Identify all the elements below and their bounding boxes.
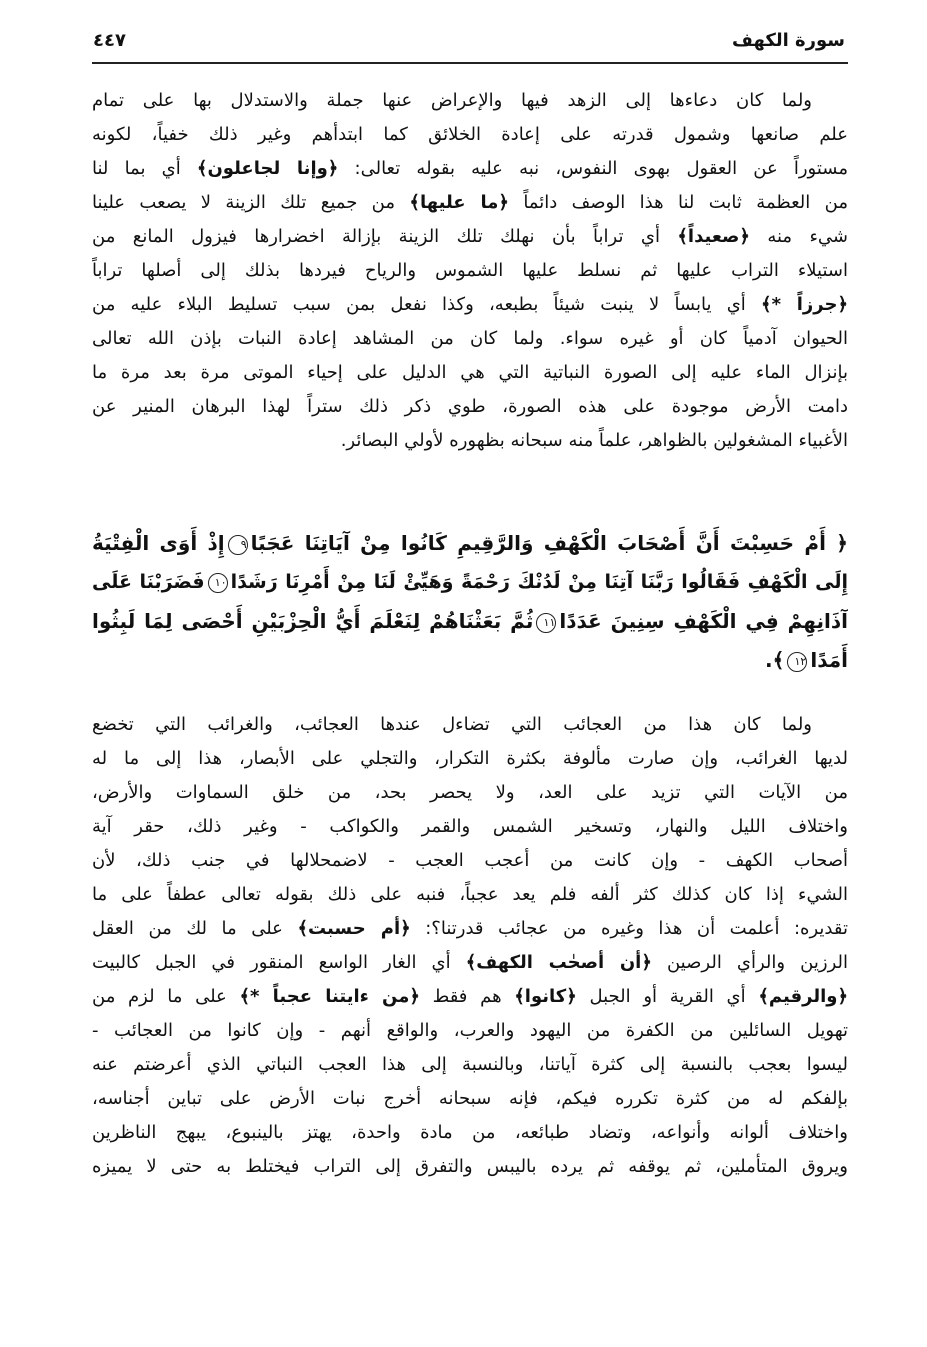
- text-segment: استيلاء التراب عليها ثم نسلط عليها الشموس والرياح فيردها بذلك إلى أصلها تراباً: [92, 260, 848, 281]
- text-line: [92, 220, 848, 254]
- quoted-verse-fragment: ﴿جرزاً *﴾: [761, 294, 848, 315]
- text-segment: هم فقط: [419, 986, 515, 1007]
- text-segment: إِذْ أَوَى الْفِتْيَةُ: [92, 531, 225, 555]
- ayah-number-marker: ١٢: [787, 652, 807, 672]
- text-segment: ليسوا بعجب بالنسبة إلى كثرة آياتنا، وبالنسبة إلى هذا العجب النباتي الذي أعرضتم عنه: [92, 1054, 848, 1075]
- quoted-verse-fragment: ﴿ما عليها﴾: [409, 192, 509, 213]
- quoted-verse-fragment: ﴿أن أصحٰب الكهف﴾: [465, 952, 652, 973]
- ayah-number-marker: ١١: [536, 613, 556, 633]
- text-line: [92, 254, 848, 288]
- text-segment: أصحاب الكهف - وإن كانت من أعجب العجب - لاضمحلالها في جنب ذلك، لأن: [92, 850, 848, 871]
- text-segment: ولما كان دعاءها إلى الزهد فيها والإعراض عنها جملة والاستدلال بها على تمام: [92, 90, 812, 111]
- text-segment: ولما كان هذا من العجائب التي تضاءل عندها العجائب، والغرائب التي تخضع: [92, 714, 812, 735]
- paragraph-commentary-1: [92, 84, 848, 458]
- text-segment: علم صانعها وشمول قدرته على إعادة الخلائق كما ابتدأهم وغير ذلك خفياً، لكونه: [92, 124, 848, 145]
- text-segment: فَضَرَبْنَا عَلَى: [92, 571, 205, 593]
- text-segment: واختلاف الليل والنهار، وتسخير الشمس والقمر والكواكب - وغير ذلك، حقر آية: [92, 816, 848, 837]
- text-line: [92, 118, 848, 152]
- text-line: [92, 356, 848, 390]
- text-line: [92, 390, 848, 424]
- header-rule: [92, 62, 848, 64]
- text-segment: أَمَدًا: [810, 648, 848, 672]
- text-segment: من جميع تلك الزينة لا يصعب علينا: [92, 192, 410, 213]
- verse-line: [92, 641, 848, 680]
- text-segment: شيء منه: [749, 226, 848, 247]
- text-segment: ﴿ أَمْ حَسِبْتَ أَنَّ أَصْحَابَ الْكَهْفِ وَالرَّقِيمِ كَانُوا مِنْ آيَاتِنَا عَجَبًا: [250, 531, 848, 555]
- text-segment: دامت الأرض موجودة على هذه الصورة، طوي ذكر ذلك ستراً لهذا البرهان المنير عن: [92, 396, 848, 417]
- text-segment: ويروق المتأملين، ثم يوقفه ثم يرده باليبس والتفرق إلى التراب فيختلط به حتى لا يميزه: [92, 1156, 848, 1177]
- text-segment: أي الغار الواسع المنقور في الجبل كالبيت: [92, 952, 466, 973]
- text-line: [92, 322, 848, 356]
- text-segment: الرزين والرأي الرصين: [651, 952, 848, 973]
- text-segment: أي القرية أو الجبل: [576, 986, 759, 1007]
- page-number: ٤٤٧: [93, 30, 126, 51]
- text-segment: من الآيات التي تزيد على العد، ولا يحصر بحد، من خلق السماوات والأرض،: [92, 782, 848, 803]
- text-segment: الأغبياء المشغولين بالظواهر، علماً منه سبحانه بظهوره لأولي البصائر.: [340, 430, 848, 451]
- text-line: [92, 424, 848, 458]
- text-line: [92, 810, 848, 844]
- quoted-verse-fragment: ﴿كانوا﴾: [514, 986, 577, 1007]
- text-line: [92, 742, 848, 776]
- text-segment: الحيوان آدمياً كان أو غيره سواء. ولما كان من المشاهد إعادة النبات بإذن الله تعالى: [92, 328, 848, 349]
- text-segment: على ما لك من العقل: [92, 918, 298, 939]
- text-segment: من العظمة ثابت لنا هذا الوصف دائماً: [508, 192, 848, 213]
- text-segment: آذَانِهِمْ فِي الْكَهْفِ سِنِينَ عَدَدًا: [559, 609, 848, 633]
- ayah-number-marker: ٩: [228, 535, 248, 555]
- text-line: [92, 946, 848, 980]
- text-segment: أي بما لنا: [92, 158, 197, 179]
- text-line: [92, 980, 848, 1014]
- text-line: [92, 1048, 848, 1082]
- text-segment: أي تراباً بأن نهلك تلك الزينة بإزالة اخضرارها فيزول المانع من: [92, 226, 678, 247]
- running-header-surah-title: سورة الكهف: [732, 30, 845, 51]
- quoted-verse-fragment: ﴿من ءايتنا عجباً *﴾: [239, 986, 420, 1007]
- text-segment: ﴾.: [765, 648, 785, 672]
- text-line: [92, 1082, 848, 1116]
- text-line: [92, 708, 848, 742]
- text-line: [92, 776, 848, 810]
- quoted-verse-fragment: ﴿أم حسبت﴾: [297, 918, 411, 939]
- verse-line: [92, 524, 848, 563]
- text-segment: تقديره: أعلمت أن هذا وغيره من عجائب قدرتنا؟:: [410, 918, 848, 939]
- text-line: [92, 844, 848, 878]
- quran-verses-block: [92, 524, 848, 680]
- verse-line: [92, 602, 848, 641]
- text-segment: أي يابساً لا ينبت شيئاً بطبعه، وكذا نفعل بمن سبب تسليط البلاء عليه من: [92, 294, 762, 315]
- text-line: [92, 84, 848, 118]
- paragraph-commentary-2: [92, 708, 848, 1184]
- text-segment: بإنزال الماء عليه إلى الصورة النباتية التي هي الدليل على إحياء الموتى مرة بعد مرة ما: [92, 362, 848, 383]
- text-line: [92, 1116, 848, 1150]
- quoted-verse-fragment: ﴿وإنا لجاعلون﴾: [196, 158, 339, 179]
- text-segment: ثُمَّ بَعَثْنَاهُمْ لِنَعْلَمَ أَيُّ الْحِزْبَيْنِ أَحْصَى لِمَا لَبِثُوا: [92, 609, 534, 633]
- verse-line: [92, 563, 848, 602]
- quoted-verse-fragment: ﴿والرقيم﴾: [758, 986, 848, 1007]
- text-segment: مستوراً عن العقول بهوى النفوس، نبه عليه بقوله تعالى:: [338, 158, 848, 179]
- text-segment: الشيء إذا كان كذلك كثر ألفه فلم يعد عجباً، فنبه على ذلك بقوله تعالى عطفاً على ما: [92, 884, 848, 905]
- text-line: [92, 288, 848, 322]
- text-line: [92, 186, 848, 220]
- quoted-verse-fragment: ﴿صعيداً﴾: [677, 226, 750, 247]
- text-line: [92, 1014, 848, 1048]
- text-line: [92, 1150, 848, 1184]
- text-segment: على ما لزم من: [92, 986, 240, 1007]
- text-line: [92, 878, 848, 912]
- text-segment: تهويل السائلين من الكفرة من اليهود والعرب، والواقع أنهم - وإن كانوا من العجائب -: [92, 1020, 848, 1041]
- text-segment: إِلَى الْكَهْفِ فَقَالُوا رَبَّنَا آتِنَا مِنْ لَدُنْكَ رَحْمَةً وَهَيِّئْ لَنَا مِنْ أَمْرِنَا رَشَدًا: [230, 571, 848, 593]
- text-line: [92, 912, 848, 946]
- text-segment: بإلفكم له من كثرة تكرره فيكم، فإنه سبحانه أخرج نبات الأرض على تباين أجناسه،: [92, 1088, 848, 1109]
- text-line: [92, 152, 848, 186]
- ayah-number-marker: ١٠: [208, 573, 228, 593]
- text-segment: واختلاف ألوانه وأنواعه، وتضاد طبائعه، من مادة واحدة، يهتز بالينبوع، يبهج الناظرين: [92, 1122, 848, 1143]
- text-segment: لديها الغرائب، وإن صارت مألوفة بكثرة التكرار، والتجلي على الأبصار، هذا إلى ما له: [92, 748, 848, 769]
